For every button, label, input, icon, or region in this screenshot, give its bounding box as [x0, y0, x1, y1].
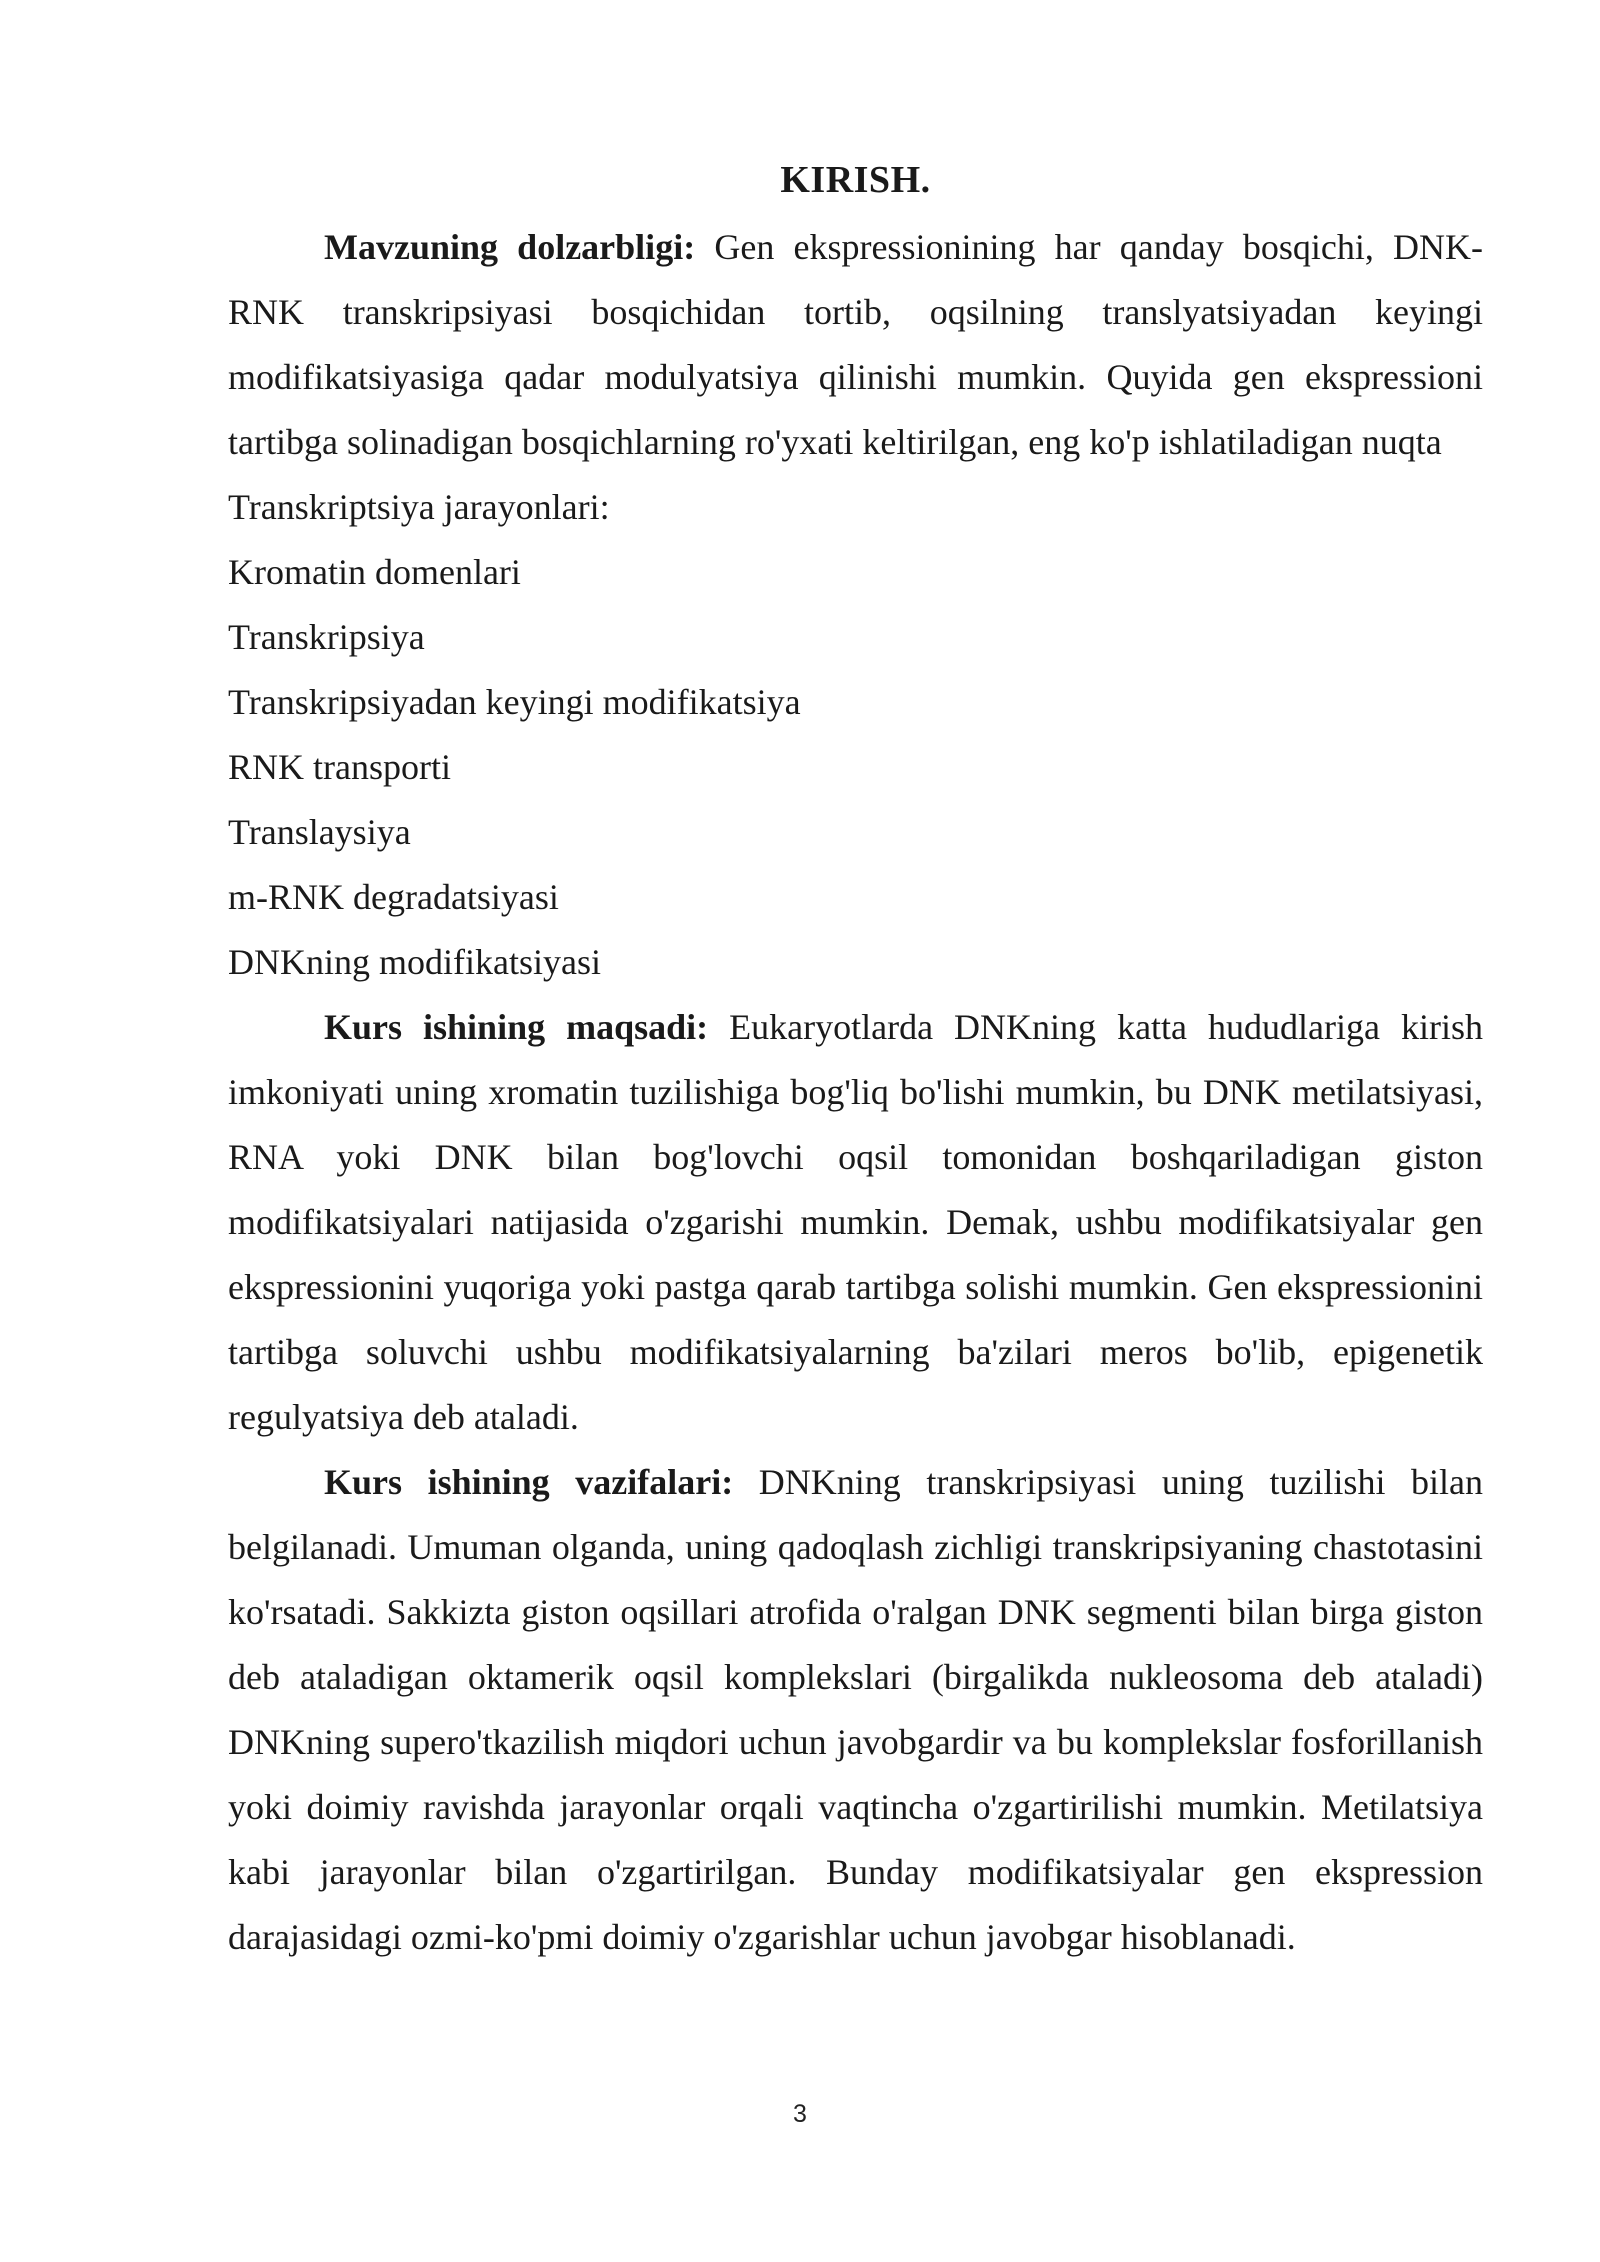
list-item: m-RNK degradatsiyasi [228, 877, 559, 917]
list-heading: Transkriptsiya jarayonlari: [228, 487, 610, 527]
goal-lead: Kurs ishining maqsadi: [324, 1007, 709, 1047]
goal-text: Eukaryotlarda DNKning katta hududlariga kirish imkoniyati uning xromatin tuzilishiga bog'liq bo'lishi mumkin, bu DNK metilatsiyasi, RNA yoki DNK bilan bog'lovchi oqsil tomonidan boshqariladigan giston modifikatsiyalari natijasida o'zgarishi mumkin. Demak, ushbu modifikatsiyalar gen ekspressionini yuqoriga yoki pastga qarab tartibga solishi mumkin. Gen ekspressionini tartibga soluvchi ushbu modifikatsiyalarning ba'zilari meros bo'lib, epigenetik regulyatsiya deb ataladi. [228, 1007, 1483, 1437]
relevance-text: Gen ekspressionining har qanday bosqichi, DNK-RNK transkripsiyasi bosqichidan tortib, oqsilning translyatsiyadan keyingi modifikatsiyasiga qadar modulyatsiya qilinishi mumkin. Quyida gen ekspressioni tartibga solinadigan bosqichlarning ro'yxati keltirilgan, eng ko'p ishlatiladigan nuqta [228, 227, 1483, 462]
tasks-text: DNKning transkripsiyasi uning tuzilishi bilan belgilanadi. Umuman olganda, uning qadoqlash zichligi transkripsiyaning chastotasini ko'rsatadi. Sakkizta giston oqsillari atrofida o'ralgan DNK segmenti bilan birga giston deb ataladigan oktamerik oqsil komplekslari (birgalikda nukleosoma deb ataladi) DNKning supero'tkazilish miqdori uchun javobgardir va bu komplekslar fosforillanish yoki doimiy ravishda jarayonlar orqali vaqtincha o'zgartirilishi mumkin. Metilatsiya kabi jarayonlar bilan o'zgartirilgan. Bunday modifikatsiyalar gen ekspression darajasidagi ozmi-ko'pmi doimiy o'zgarishlar uchun javobgar hisoblanadi. [228, 1462, 1484, 1957]
list-item: DNKning modifikatsiyasi [228, 942, 601, 982]
list-item: RNK transporti [228, 747, 451, 787]
page-number: 3 [793, 2100, 807, 2128]
list-item: Transkripsiyadan keyingi modifikatsiya [228, 682, 801, 722]
tasks-lead: Kurs ishining vazifalari: [324, 1462, 734, 1502]
paragraph-relevance [228, 215, 1483, 475]
document-page [228, 150, 1483, 1970]
page-title: KIRISH. [780, 159, 931, 201]
list-item: Kromatin domenlari [228, 552, 521, 592]
list-item: Transkripsiya [228, 617, 425, 657]
list-item: Translaysiya [228, 812, 411, 852]
relevance-lead: Mavzuning dolzarbligi: [324, 227, 696, 267]
paragraph-goal [228, 995, 1483, 1450]
paragraph-tasks [228, 1450, 1483, 1970]
